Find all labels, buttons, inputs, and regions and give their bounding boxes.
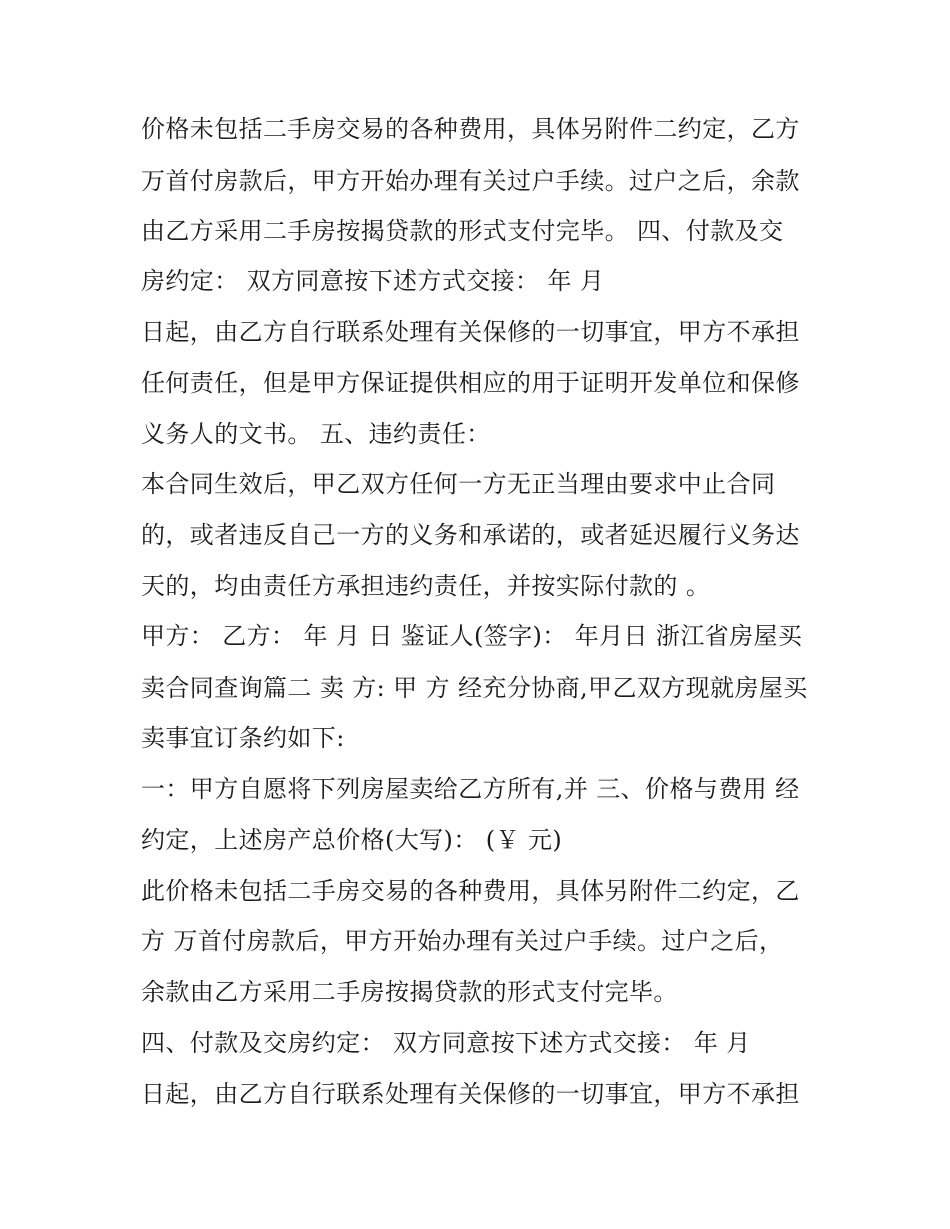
text-line: 万首付房款后，甲方开始办理有关过户手续。过户之后，余款 bbox=[141, 167, 800, 195]
text-line: 任何责任，但是甲方保证提供相应的用于证明开发单位和保修 bbox=[141, 369, 800, 397]
text-line: 此价格未包括二手房交易的各种费用，具体另附件二约定，乙 bbox=[141, 877, 800, 905]
text-line: 日起，由乙方自行联系处理有关保修的一切事宜，甲方不承担 bbox=[141, 318, 800, 346]
text-line: 约定，上述房产总价格(大写)： (￥ 元) bbox=[141, 826, 563, 854]
text-line: 四、付款及交房约定： 双方同意按下述方式交接： 年 月 bbox=[141, 1029, 751, 1057]
text-line: 卖合同查询篇二 卖 方: 甲 方 经充分协商,甲乙双方现就房屋买 bbox=[141, 674, 808, 702]
text-line: 卖事宜订条约如下: bbox=[141, 724, 345, 752]
text-line: 日起，由乙方自行联系处理有关保修的一切事宜，甲方不承担 bbox=[141, 1080, 800, 1108]
text-line: 由乙方采用二手房按揭贷款的形式支付完毕。 四、付款及交 bbox=[141, 217, 784, 245]
text-line: 义务人的文书。 五、违约责任： bbox=[141, 420, 491, 448]
text-line: 余款由乙方采用二手房按揭贷款的形式支付完毕。 bbox=[141, 978, 678, 1006]
text-line: 的，或者违反自己一方的义务和承诺的，或者延迟履行义务达 bbox=[141, 521, 800, 549]
text-line: 本合同生效后，甲乙双方任何一方无正当理由要求中止合同 bbox=[141, 470, 776, 498]
text-line: 天的，均由责任方承担违约责任，并按实际付款的 。 bbox=[141, 572, 711, 600]
text-line: 一：甲方自愿将下列房屋卖给乙方所有,并 三、价格与费用 经 bbox=[141, 775, 800, 803]
text-line: 甲方： 乙方： 年 月 日 鉴证人(签字)： 年月日 浙江省房屋买 bbox=[141, 622, 803, 650]
text-line: 方 万首付房款后，甲方开始办理有关过户手续。过户之后， bbox=[141, 927, 784, 955]
text-line: 房约定： 双方同意按下述方式交接： 年 月 bbox=[141, 267, 605, 295]
text-line: 价格未包括二手房交易的各种费用，具体另附件二约定，乙方 bbox=[141, 115, 800, 143]
